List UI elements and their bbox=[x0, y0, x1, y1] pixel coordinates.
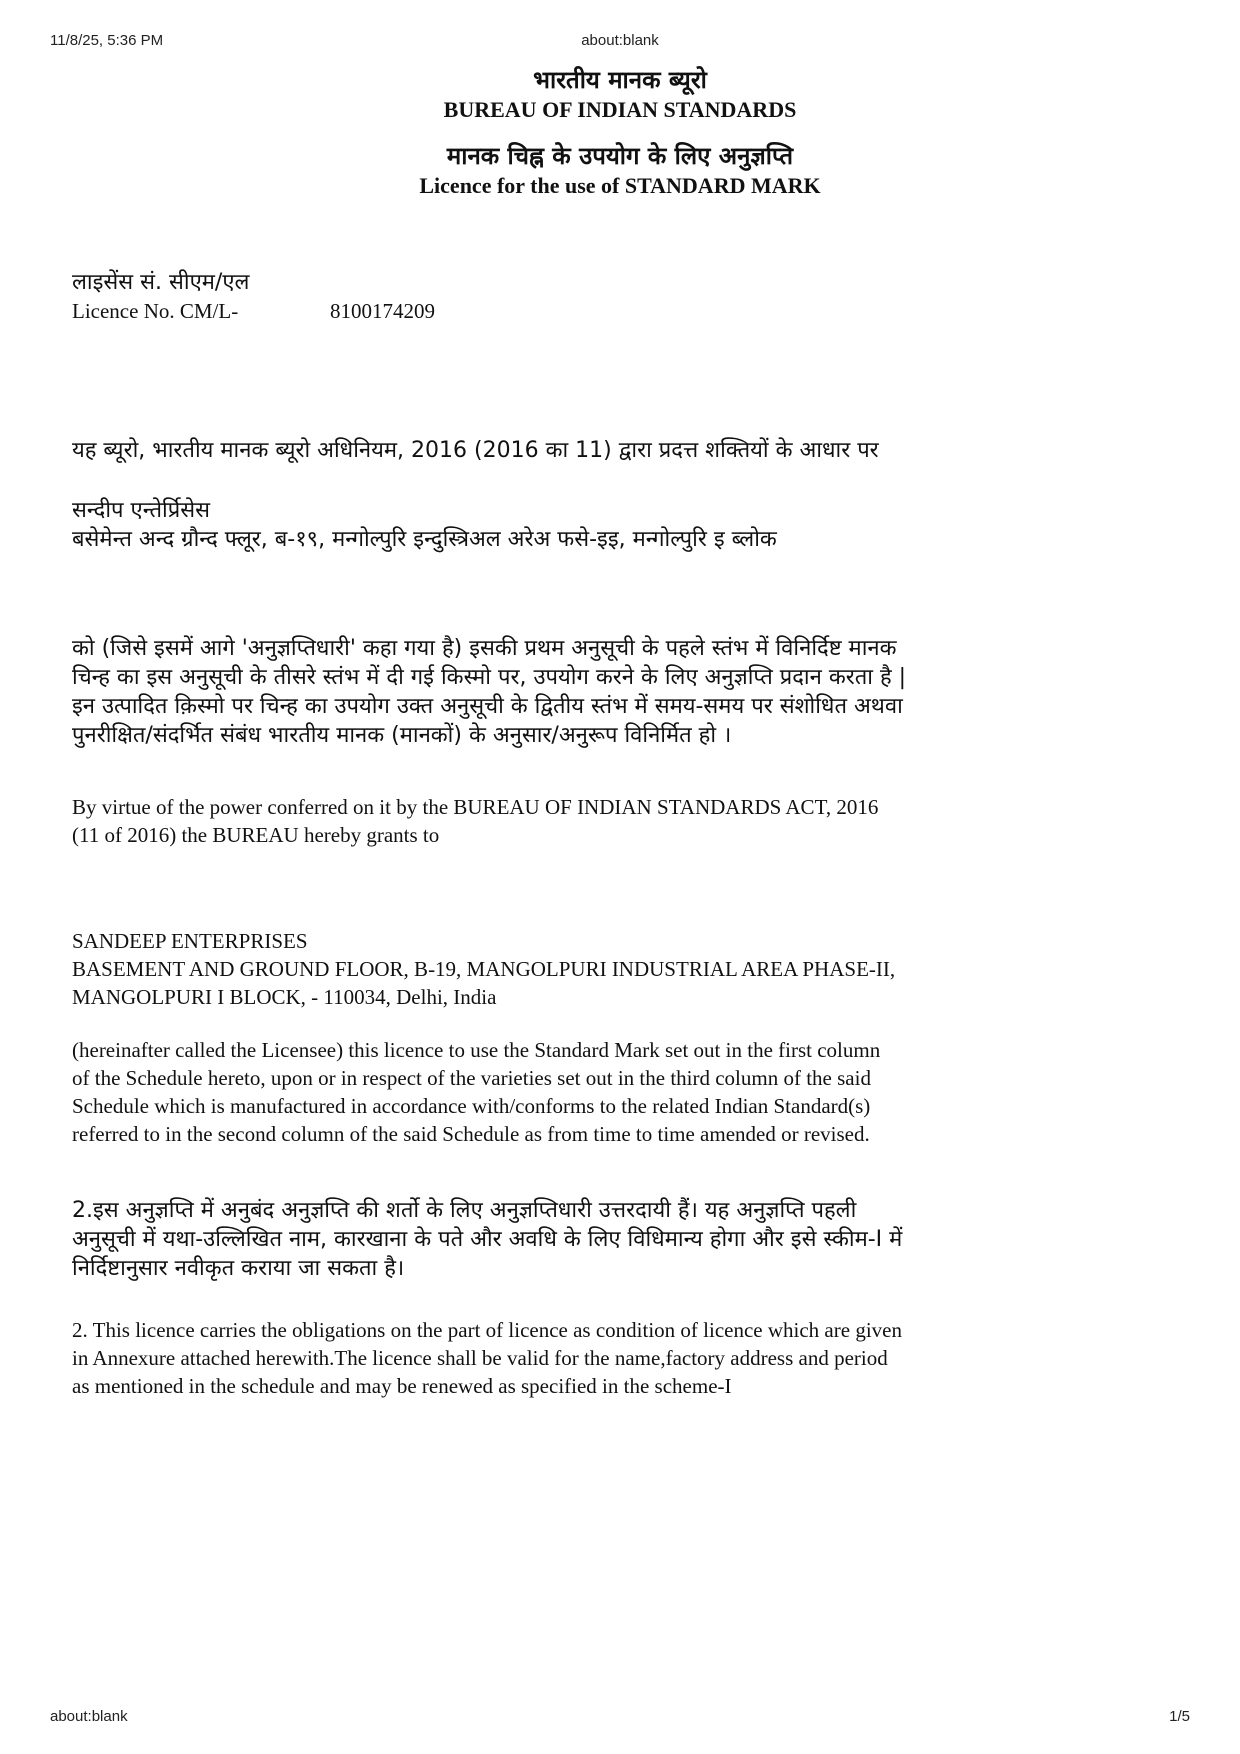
licence-label-english: Licence No. CM/L- bbox=[72, 299, 239, 323]
grant-paragraph-english bbox=[72, 1036, 1072, 1148]
page-number: 1/5 bbox=[1169, 1708, 1190, 1725]
paragraph-line: of the Schedule hereto, upon or in respect of the varieties set out in the third column of the said bbox=[72, 1066, 871, 1090]
licensee-address-line: BASEMENT AND GROUND FLOOR, B-19, MANGOLPURI INDUSTRIAL AREA PHASE-II, bbox=[72, 957, 896, 981]
paragraph-line: (11 of 2016) the BUREAU hereby grants to bbox=[72, 823, 440, 847]
licensee-block-english bbox=[72, 927, 1072, 1011]
clause-2-hindi bbox=[72, 1196, 1072, 1283]
paragraph-line: पुनरीक्षित/संदर्भित संबंध भारतीय मानक (मानकों) के अनुसार/अनुरूप विनिर्मित हो । bbox=[72, 723, 732, 748]
licence-number: 8100174209 bbox=[330, 299, 435, 323]
title-hindi: मानक चिह्न के उपयोग के लिए अनुज्ञप्ति bbox=[446, 142, 794, 170]
footer-url: about:blank bbox=[50, 1708, 128, 1725]
licensee-address-hindi: बसेमेन्त अन्द ग्रौन्द फ्लूर, ब-१९, मन्गोल्पुरि इन्दुस्त्रिअल अरेअ फसे-इइ, मन्गोल्पुरि इ ब्लोक bbox=[72, 527, 777, 552]
licence-row bbox=[72, 297, 1072, 325]
paragraph-line: 2.इस अनुज्ञप्ति में अनुबंद अनुज्ञप्ति की शर्तो के लिए अनुज्ञप्तिधारी उत्तरदायी हैं। यह अनुज्ञप्ति पहली bbox=[72, 1198, 857, 1223]
licence-label-hindi: लाइसेंस सं. सीएम/एल bbox=[72, 270, 250, 295]
paragraph-line: (hereinafter called the Licensee) this licence to use the Standard Mark set out in the first column bbox=[72, 1038, 881, 1062]
paragraph-line: in Annexure attached herewith.The licence shall be valid for the name,factory address and period bbox=[72, 1346, 888, 1370]
licence-number-block bbox=[72, 268, 1072, 325]
licensee-address-line: MANGOLPURI I BLOCK, - 110034, Delhi, India bbox=[72, 985, 497, 1009]
paragraph-line: Schedule which is manufactured in accordance with/conforms to the related Indian Standard(s) bbox=[72, 1094, 871, 1118]
title-english: Licence for the use of STANDARD MARK bbox=[419, 173, 821, 198]
paragraph-line: अनुसूची में यथा-उल्लिखित नाम, कारखाना के पते और अवधि के लिए विधिमान्य होगा और इसे स्कीम-I में bbox=[72, 1227, 903, 1252]
paragraph-line: referred to in the second column of the said Schedule as from time to time amended or revised. bbox=[72, 1122, 870, 1146]
paragraph-line: को (जिसे इसमें आगे 'अनुज्ञप्तिधारी' कहा गया है) इसकी प्रथम अनुसूची के पहले स्तंभ में विनिर्दिष्ट मानक bbox=[72, 636, 897, 661]
paragraph-line: चिन्ह का इस अनुसूची के तीसरे स्तंभ में दी गई किस्मो पर, उपयोग करने के लिए अनुज्ञप्ति प्रदान करता है | bbox=[72, 665, 907, 690]
paragraph-line: as mentioned in the schedule and may be renewed as specified in the scheme-I bbox=[72, 1374, 732, 1398]
grant-intro-english bbox=[72, 793, 1072, 849]
paragraph-line: इन उत्पादित क़िस्मो पर चिन्ह का उपयोग उक्त अनुसूची के द्वितीय स्तंभ में समय-समय पर संशोधित अथवा bbox=[72, 694, 903, 719]
paragraph-line: By virtue of the power conferred on it by the BUREAU OF INDIAN STANDARDS ACT, 2016 bbox=[72, 795, 879, 819]
print-footer bbox=[0, 1708, 1240, 1728]
grant-paragraph-hindi bbox=[72, 634, 1072, 750]
grant-intro-hindi: यह ब्यूरो, भारतीय मानक ब्यूरो अधिनियम, 2016 (2016 का 11) द्वारा प्रदत्त शक्तियों के आधार पर bbox=[72, 438, 879, 463]
licensee-name-hindi: सन्दीप एन्तेर्प्रिसेस bbox=[72, 498, 210, 523]
paragraph-line: 2. This licence carries the obligations on the part of licence as condition of licence which are given bbox=[72, 1318, 902, 1342]
licensee-name-english: SANDEEP ENTERPRISES bbox=[72, 929, 308, 953]
document-title bbox=[0, 140, 1240, 200]
licensee-block-hindi bbox=[72, 496, 1072, 554]
print-url: about:blank bbox=[581, 32, 659, 49]
print-header bbox=[0, 32, 1240, 52]
clause-2-english bbox=[72, 1316, 1072, 1400]
org-name-hindi: भारतीय मानक ब्यूरो bbox=[533, 66, 707, 94]
print-datetime: 11/8/25, 5:36 PM bbox=[50, 32, 164, 49]
document-header bbox=[0, 64, 1240, 124]
paragraph-line: निर्दिष्टानुसार नवीकृत कराया जा सकता है। bbox=[72, 1256, 405, 1281]
org-name-english: BUREAU OF INDIAN STANDARDS bbox=[443, 97, 797, 122]
